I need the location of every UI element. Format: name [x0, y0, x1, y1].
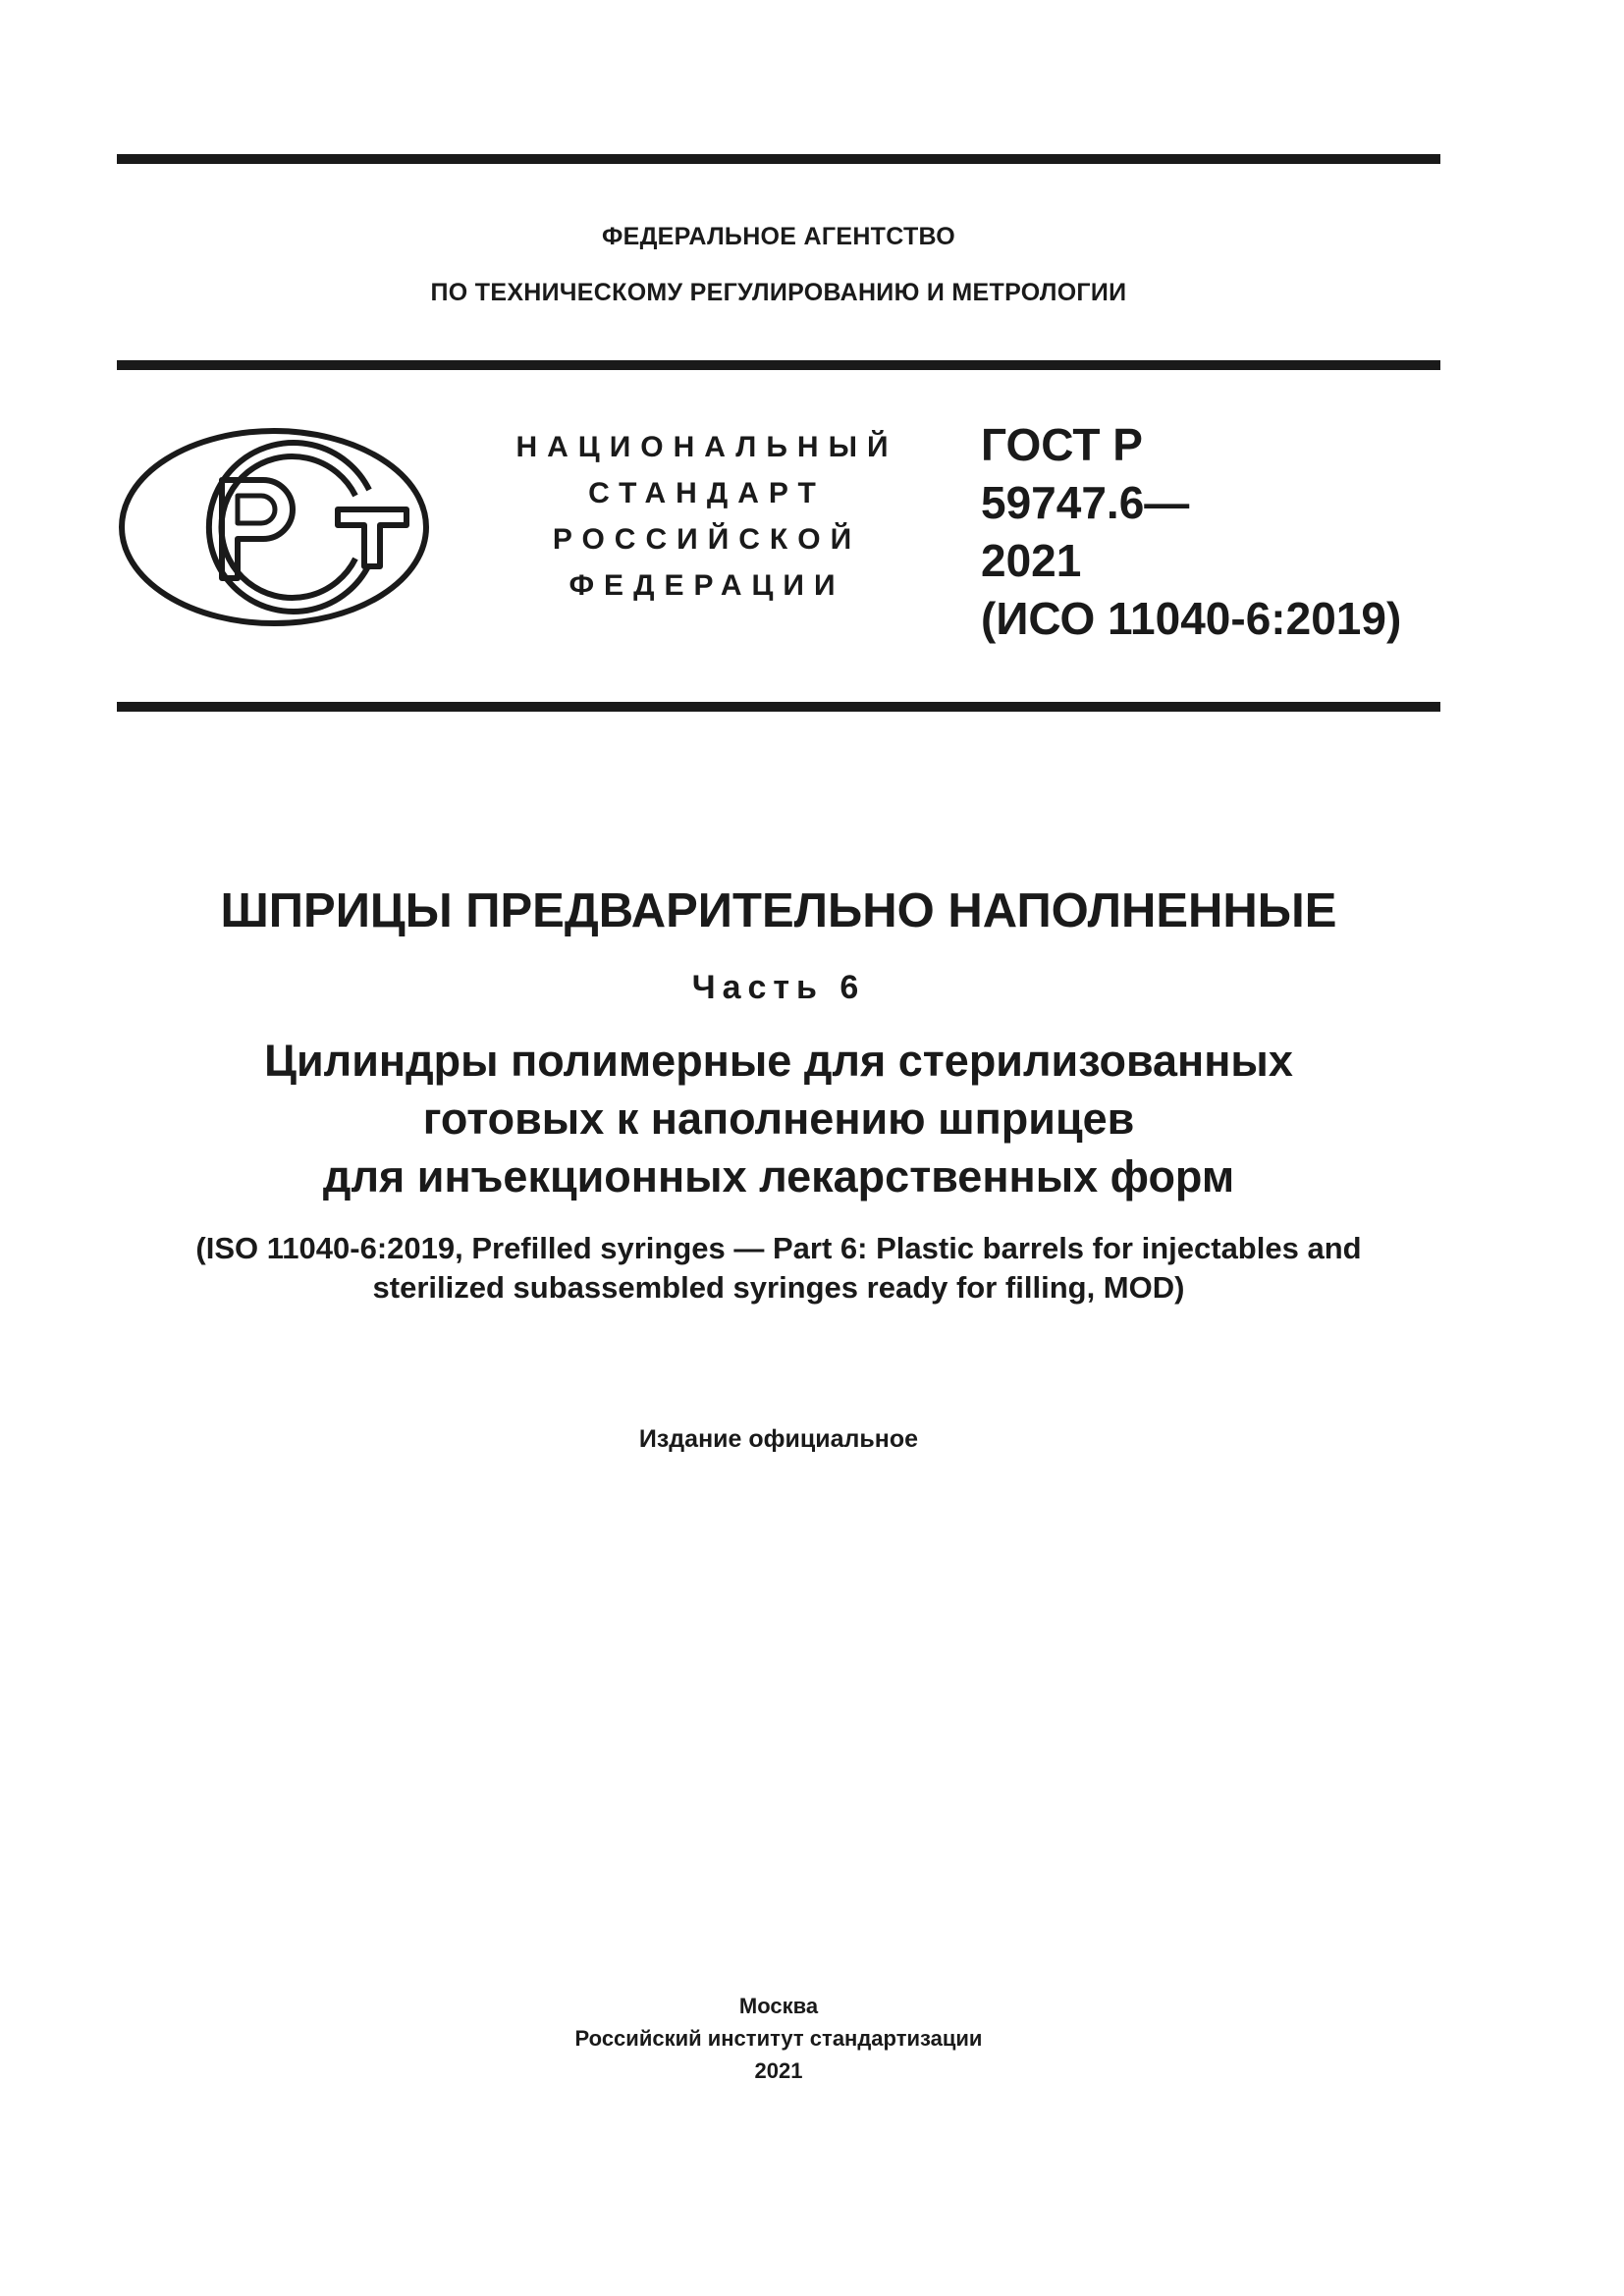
imprint-city: Москва: [738, 1994, 819, 2018]
iso-reference: [117, 1229, 1440, 1308]
part-number: Часть 6: [691, 969, 866, 1006]
national-line: РОССИЙСКОЙ: [552, 523, 862, 556]
header-rule: [117, 360, 1440, 370]
agency-name-line1: ФЕДЕРАЛЬНОЕ АГЕНТСТВО: [601, 223, 956, 250]
subtitle-line: Цилиндры полимерные для стерилизованных: [264, 1036, 1293, 1086]
designation-line: 2021: [981, 535, 1082, 586]
standard-designation: [981, 416, 1401, 648]
subtitle-line: для инъекционных лекарственных форм: [322, 1151, 1235, 1201]
national-line: СТАНДАРТ: [588, 477, 826, 509]
national-line: ФЕДЕРАЦИИ: [568, 569, 845, 602]
iso-line: sterilized subassembled syringes ready for filling, MOD): [372, 1270, 1185, 1305]
edition-label: Издание официальное: [638, 1425, 919, 1453]
document-title: ШПРИЦЫ ПРЕДВАРИТЕЛЬНО НАПОЛНЕННЫЕ: [220, 884, 1337, 937]
imprint-publisher: Российский институт стандартизации: [574, 2026, 983, 2051]
imprint-year: 2021: [754, 2058, 803, 2083]
national-line: НАЦИОНАЛЬНЫЙ: [515, 431, 898, 463]
iso-line: (ISO 11040-6:2019, Prefilled syringes — Part 6: Plastic barrels for injectables and: [195, 1231, 1362, 1265]
document-subtitle: [117, 1032, 1440, 1205]
subtitle-line: готовых к наполнению шприцев: [422, 1094, 1135, 1144]
designation-rule: [117, 702, 1440, 712]
top-rule: [117, 154, 1440, 164]
agency-name-line2: ПО ТЕХНИЧЕСКОМУ РЕГУЛИРОВАНИЮ И МЕТРОЛОГИИ: [430, 279, 1127, 306]
designation-line: 59747.6—: [981, 477, 1190, 528]
designation-line: (ИСО 11040-6:2019): [981, 593, 1402, 644]
national-standard-label: [491, 424, 923, 609]
imprint: [117, 1990, 1440, 2087]
designation-line: ГОСТ Р: [981, 419, 1143, 470]
rst-certification-mark-icon: [116, 425, 432, 629]
